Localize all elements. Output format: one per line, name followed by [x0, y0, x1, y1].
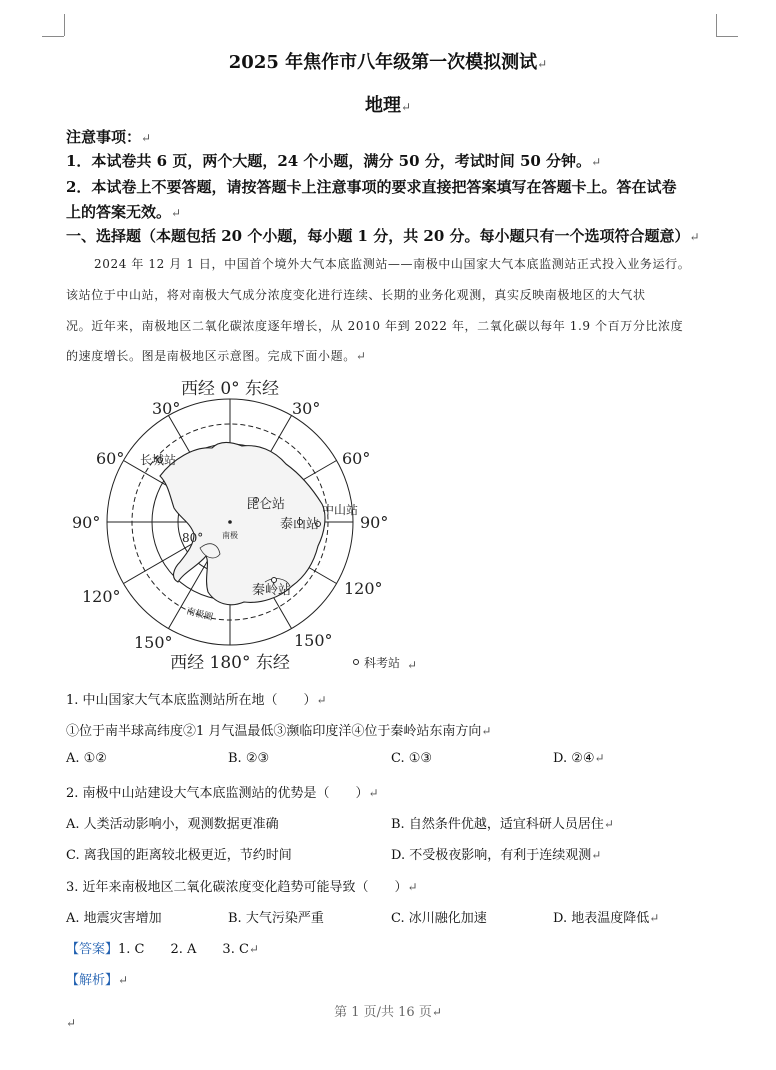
notes-item-2-line-1: 2．本试卷上不要答题，请按答题卡上注意事项的要求直接把答案填写在答题卡上。答在试卷 [66, 178, 677, 196]
crop-mark-top-right-horizontal [716, 36, 738, 37]
label-120-right: 120° [344, 579, 383, 598]
label-90-right: 90° [360, 513, 389, 532]
notes-heading: 注意事项：↵ [66, 128, 152, 146]
label-antarctic-circle: 南极圈 [185, 606, 214, 624]
question-3-option-c: C. 冰川融化加速 [391, 911, 487, 926]
passage-line-2: 该站位于中山站，将对南极大气成分浓度变化进行连续、长期的业务化观测，真实反映南极地区的大气状 [66, 288, 646, 302]
analysis-tag: 【解析】 [66, 973, 119, 988]
section-heading: 一、选择题（本题包括 20 个小题，每小题 1 分，共 20 分。每小题只有一个选项符合题意）↵ [66, 227, 700, 245]
station-marker-qinling [272, 578, 277, 583]
question-2-stem: 2. 南极中山站建设大气本底监测站的优势是（ ）↵ [66, 786, 379, 801]
legend-station-label: 科考站 [364, 656, 401, 670]
label-30-left: 30° [152, 399, 181, 418]
label-lat-80: 80° [182, 531, 204, 545]
question-3-option-d: D. 地表温度降低↵ [553, 911, 660, 926]
antarctica-map [60, 372, 430, 678]
answer-line: 【答案】1. C 2. A 3. C↵ [66, 942, 259, 957]
label-30-right: 30° [292, 399, 321, 418]
question-1-option-c: C. ①③ [391, 751, 433, 766]
label-station-zhongshan: 中山站 [322, 503, 359, 517]
question-1-statement: ①位于南半球高纬度②1 月气温最低③濒临印度洋④位于秦岭站东南方向↵ [66, 724, 492, 739]
question-1-stem: 1. 中山国家大气本底监测站所在地（ ）↵ [66, 693, 327, 708]
question-2-option-d: D. 不受极夜影响，有利于连续观测↵ [391, 848, 602, 863]
trailing-paragraph-mark: ↵ [66, 1016, 77, 1030]
question-1-option-a: A. ①② [66, 751, 107, 766]
question-3-option-b: B. 大气污染严重 [228, 911, 324, 926]
label-station-qinling: 秦岭站 [252, 583, 292, 598]
label-120-left: 120° [82, 587, 121, 606]
label-60-right: 60° [342, 449, 371, 468]
map-top-label: 西经 0° 东经 [180, 379, 280, 399]
question-1-option-b: B. ②③ [228, 751, 270, 766]
question-2-option-b: B. 自然条件优越，适宜科研人员居住↵ [391, 817, 614, 832]
legend-paragraph-mark: ↵ [407, 658, 418, 672]
legend-station-marker [354, 660, 359, 665]
crop-mark-top-right-vertical [716, 14, 717, 36]
label-station-changcheng: 长城站 [140, 453, 177, 467]
label-south-pole: 南极 [222, 531, 238, 540]
label-60-left: 60° [96, 449, 125, 468]
notes-item-1: 1．本试卷共 6 页，两个大题，24 个小题，满分 50 分，考试时间 50 分钟。↵ [66, 152, 602, 170]
passage-line-1: 2024 年 12 月 1 日，中国首个境外大气本底监测站——南极中山国家大气本底监测站正式投入业务运行。 [94, 257, 691, 271]
question-3-option-a: A. 地震灾害增加 [66, 911, 162, 926]
passage-line-4: 的速度增长。图是南极地区示意图。完成下面小题。↵ [66, 349, 367, 363]
question-2-option-a: A. 人类活动影响小，观测数据更准确 [66, 817, 279, 832]
analysis-line: 【解析】↵ [66, 973, 129, 988]
label-station-kunlun: 昆仑站 [246, 497, 286, 512]
page-footer: 第 1 页/共 16 页↵ [334, 1005, 442, 1020]
question-2-option-c: C. 离我国的距离较北极更近，节约时间 [66, 848, 292, 863]
answer-tag: 【答案】 [66, 942, 119, 957]
answer-text: 1. C 2. A 3. C [118, 942, 249, 957]
label-150-left: 150° [134, 633, 173, 652]
question-1-option-d: D. ②④↵ [553, 751, 605, 766]
notes-item-2-line-2: 上的答案无效。↵ [66, 203, 182, 221]
map-bottom-label: 西经 180° 东经 [170, 653, 290, 673]
question-3-stem: 3. 近年来南极地区二氧化碳浓度变化趋势可能导致（ ）↵ [66, 880, 418, 895]
page-title: 2025 年焦作市八年级第一次模拟测试↵ [228, 52, 548, 73]
subject-title: 地理↵ [364, 95, 412, 116]
label-station-taishan: 泰山站 [280, 517, 320, 532]
passage-line-3: 况。近年来，南极地区二氧化碳浓度逐年增长，从 2010 年到 2022 年，二氧化碳以每年 1.9 个百万分比浓度 [66, 319, 684, 333]
crop-mark-top-left-vertical [64, 14, 65, 36]
crop-mark-top-left-horizontal [42, 36, 64, 37]
south-pole-marker [228, 520, 232, 524]
label-90-left: 90° [72, 513, 101, 532]
label-150-right: 150° [294, 631, 333, 650]
